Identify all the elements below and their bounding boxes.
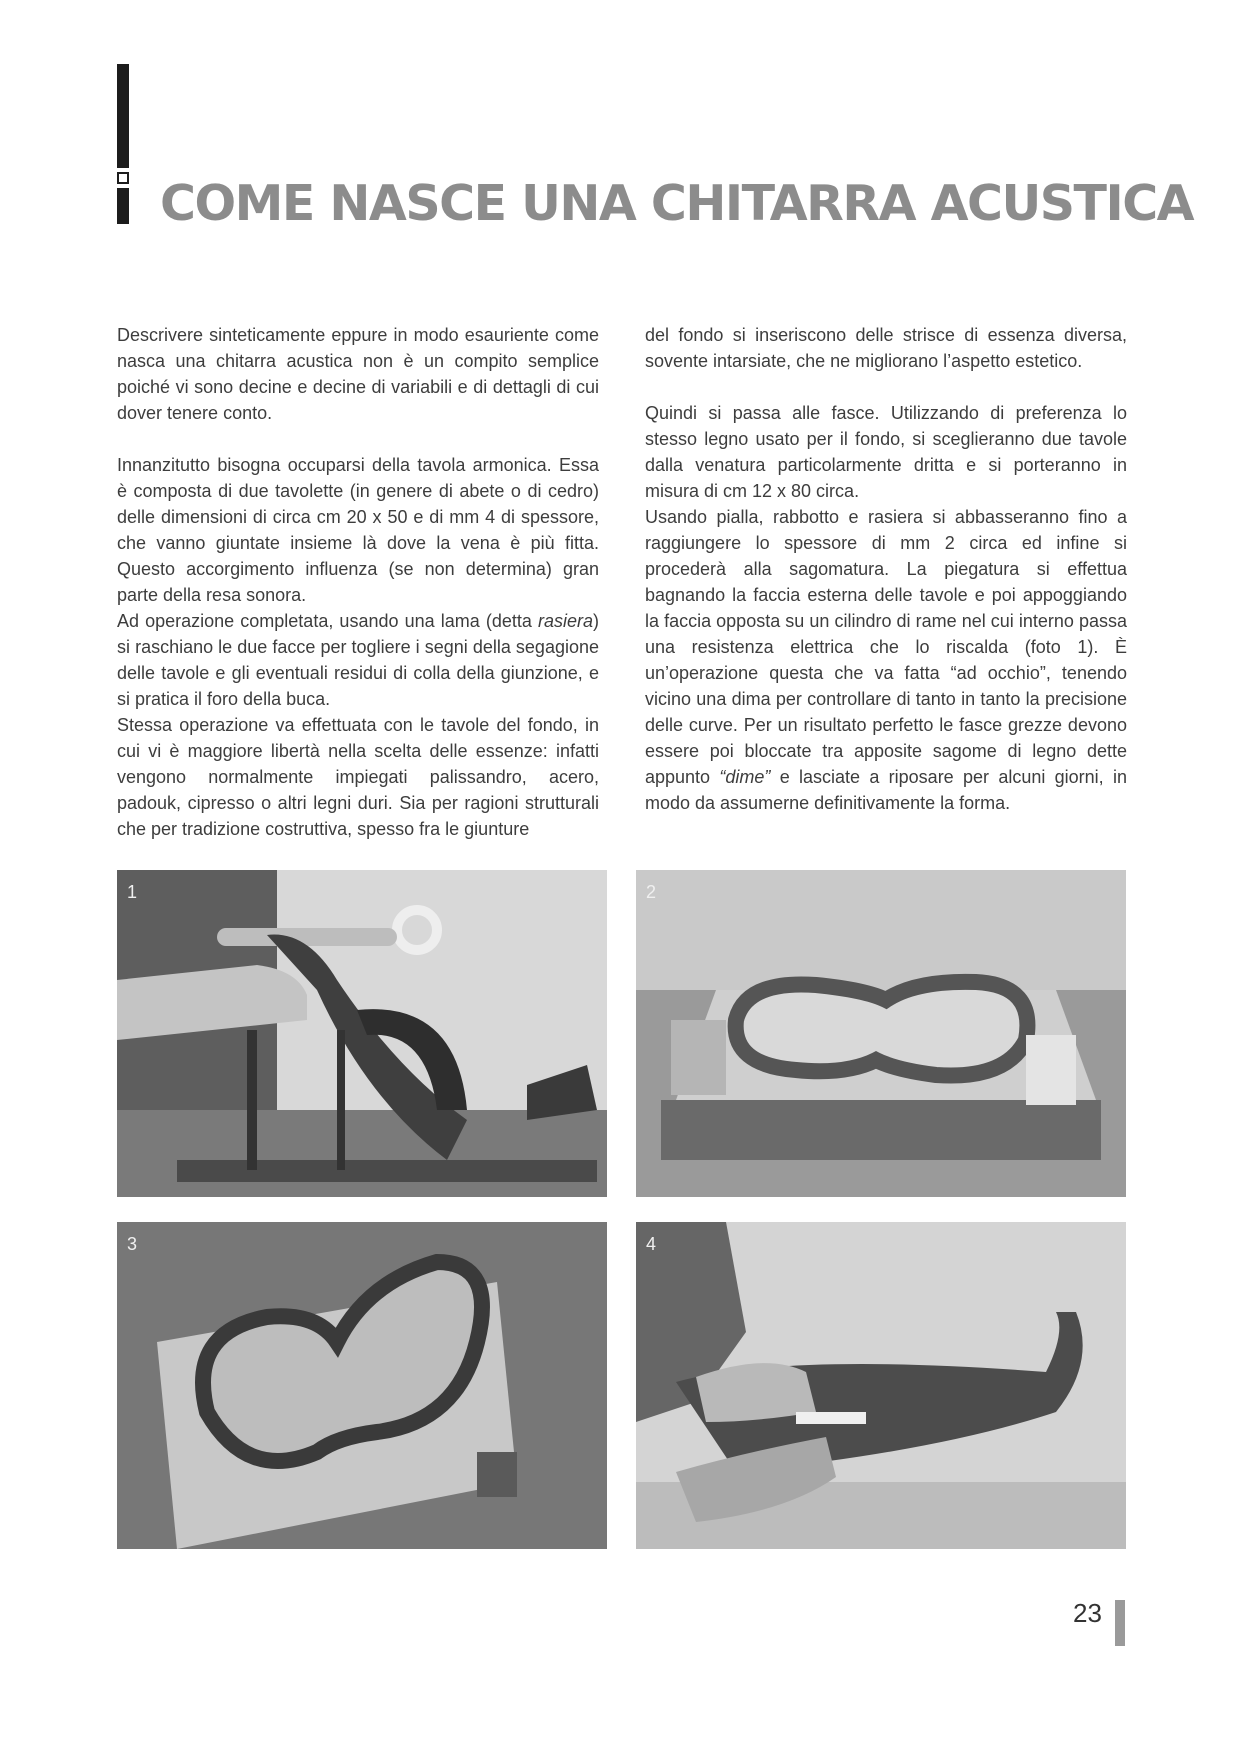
page-number: 23 — [1073, 1598, 1102, 1628]
photo-2-image — [636, 870, 1126, 1197]
paragraph: Quindi si passa alle fasce. Utilizzando di preferenza lo stesso legno usato per il fondo, si sceglieranno due tavole dalla venatura particolarmente dritta e si porteranno in misura di cm 12 x 80 circa. — [645, 403, 1127, 501]
photo-4-image — [636, 1222, 1126, 1549]
paragraph: del fondo si inseriscono delle strisce di essenza diversa, sovente intarsiate, che ne migliorano l’aspetto estetico. — [645, 325, 1127, 371]
photo-3-image — [117, 1222, 607, 1549]
photo-4-fitting-side — [636, 1222, 1126, 1549]
emphasis-term: rasiera — [537, 611, 593, 631]
left-text-column — [117, 322, 599, 842]
title-accent-bar-lower — [117, 188, 129, 224]
photo-number: 2 — [646, 882, 657, 902]
photo-number: 3 — [127, 1234, 138, 1254]
text-run: Usando pialla, rabbotto e rasiera si abbasseranno fino a raggiungere lo spessore di mm 2 circa ed infine si procederà alla sagomatura. La piegatura si effettua bagnando la faccia esterna delle tavole e poi appoggiando la faccia opposta su un cilindro di rame nel cui interno passa una resistenza elettrica che lo riscalda (foto 1). È un’operazione questa che va fatta “ad occhio”, tenendo vicino una dima per controllare di tanto in tanto la precisione delle curve. Per un risultato perfetto le fasce grezze devono essere poi bloccate tra apposite sagome di legno dette appunto — [645, 507, 1127, 787]
photo-1-image — [117, 870, 607, 1197]
photo-1-bending-side — [117, 870, 607, 1197]
paragraph: Innanzitutto bisogna occuparsi della tavola armonica. Essa è composta di due tavolette (in genere di abete o di cedro) delle dimensioni di circa cm 20 x 50 e di mm 4 di spessore, che vanno giuntate insieme là dove la vena è più fitta. Questo accorgimento influenza (se non determina) gran parte della resa sonora. — [117, 455, 599, 605]
right-text-column — [645, 322, 1127, 816]
photo-number: 4 — [646, 1234, 657, 1254]
title-accent-square — [117, 172, 129, 184]
paragraph — [117, 608, 599, 712]
page-number-bar — [1115, 1600, 1125, 1646]
emphasis-term: “dime” — [719, 767, 771, 787]
paragraph — [645, 504, 1127, 816]
paragraph: Stessa operazione va effettuata con le tavole del fondo, in cui vi è maggiore libertà nella scelta delle essenze: infatti vengono normalmente impiegati palissandro, acero, padouk, cipresso o altri legni duri. Sia per ragioni strutturali che per tradizione costruttiva, spesso fra le giunture — [117, 715, 599, 839]
text-run: ) si raschiano le due facce per togliere i segni della segagione delle tavole e gli eventuali residui di colla della giunzione, e si pratica il foro della buca. — [117, 611, 599, 709]
paragraph: Descrivere sinteticamente eppure in modo esauriente come nasca una chitarra acustica non è un compito semplice poiché vi sono decine e decine di variabili e di dettagli di cui dover tenere conto. — [117, 325, 599, 423]
photo-2-side-in-mould — [636, 870, 1126, 1197]
page-title: COME NASCE UNA CHITARRA ACUSTICA — [160, 175, 1194, 232]
photo-number: 1 — [127, 882, 138, 902]
text-run: e lasciate a riposare per alcuni giorni, in modo da assumerne definitivamente la forma. — [645, 767, 1127, 813]
photo-3-bent-sides — [117, 1222, 607, 1549]
title-accent-bar — [117, 64, 129, 168]
text-run: Ad operazione completata, usando una lama (detta — [117, 611, 538, 631]
